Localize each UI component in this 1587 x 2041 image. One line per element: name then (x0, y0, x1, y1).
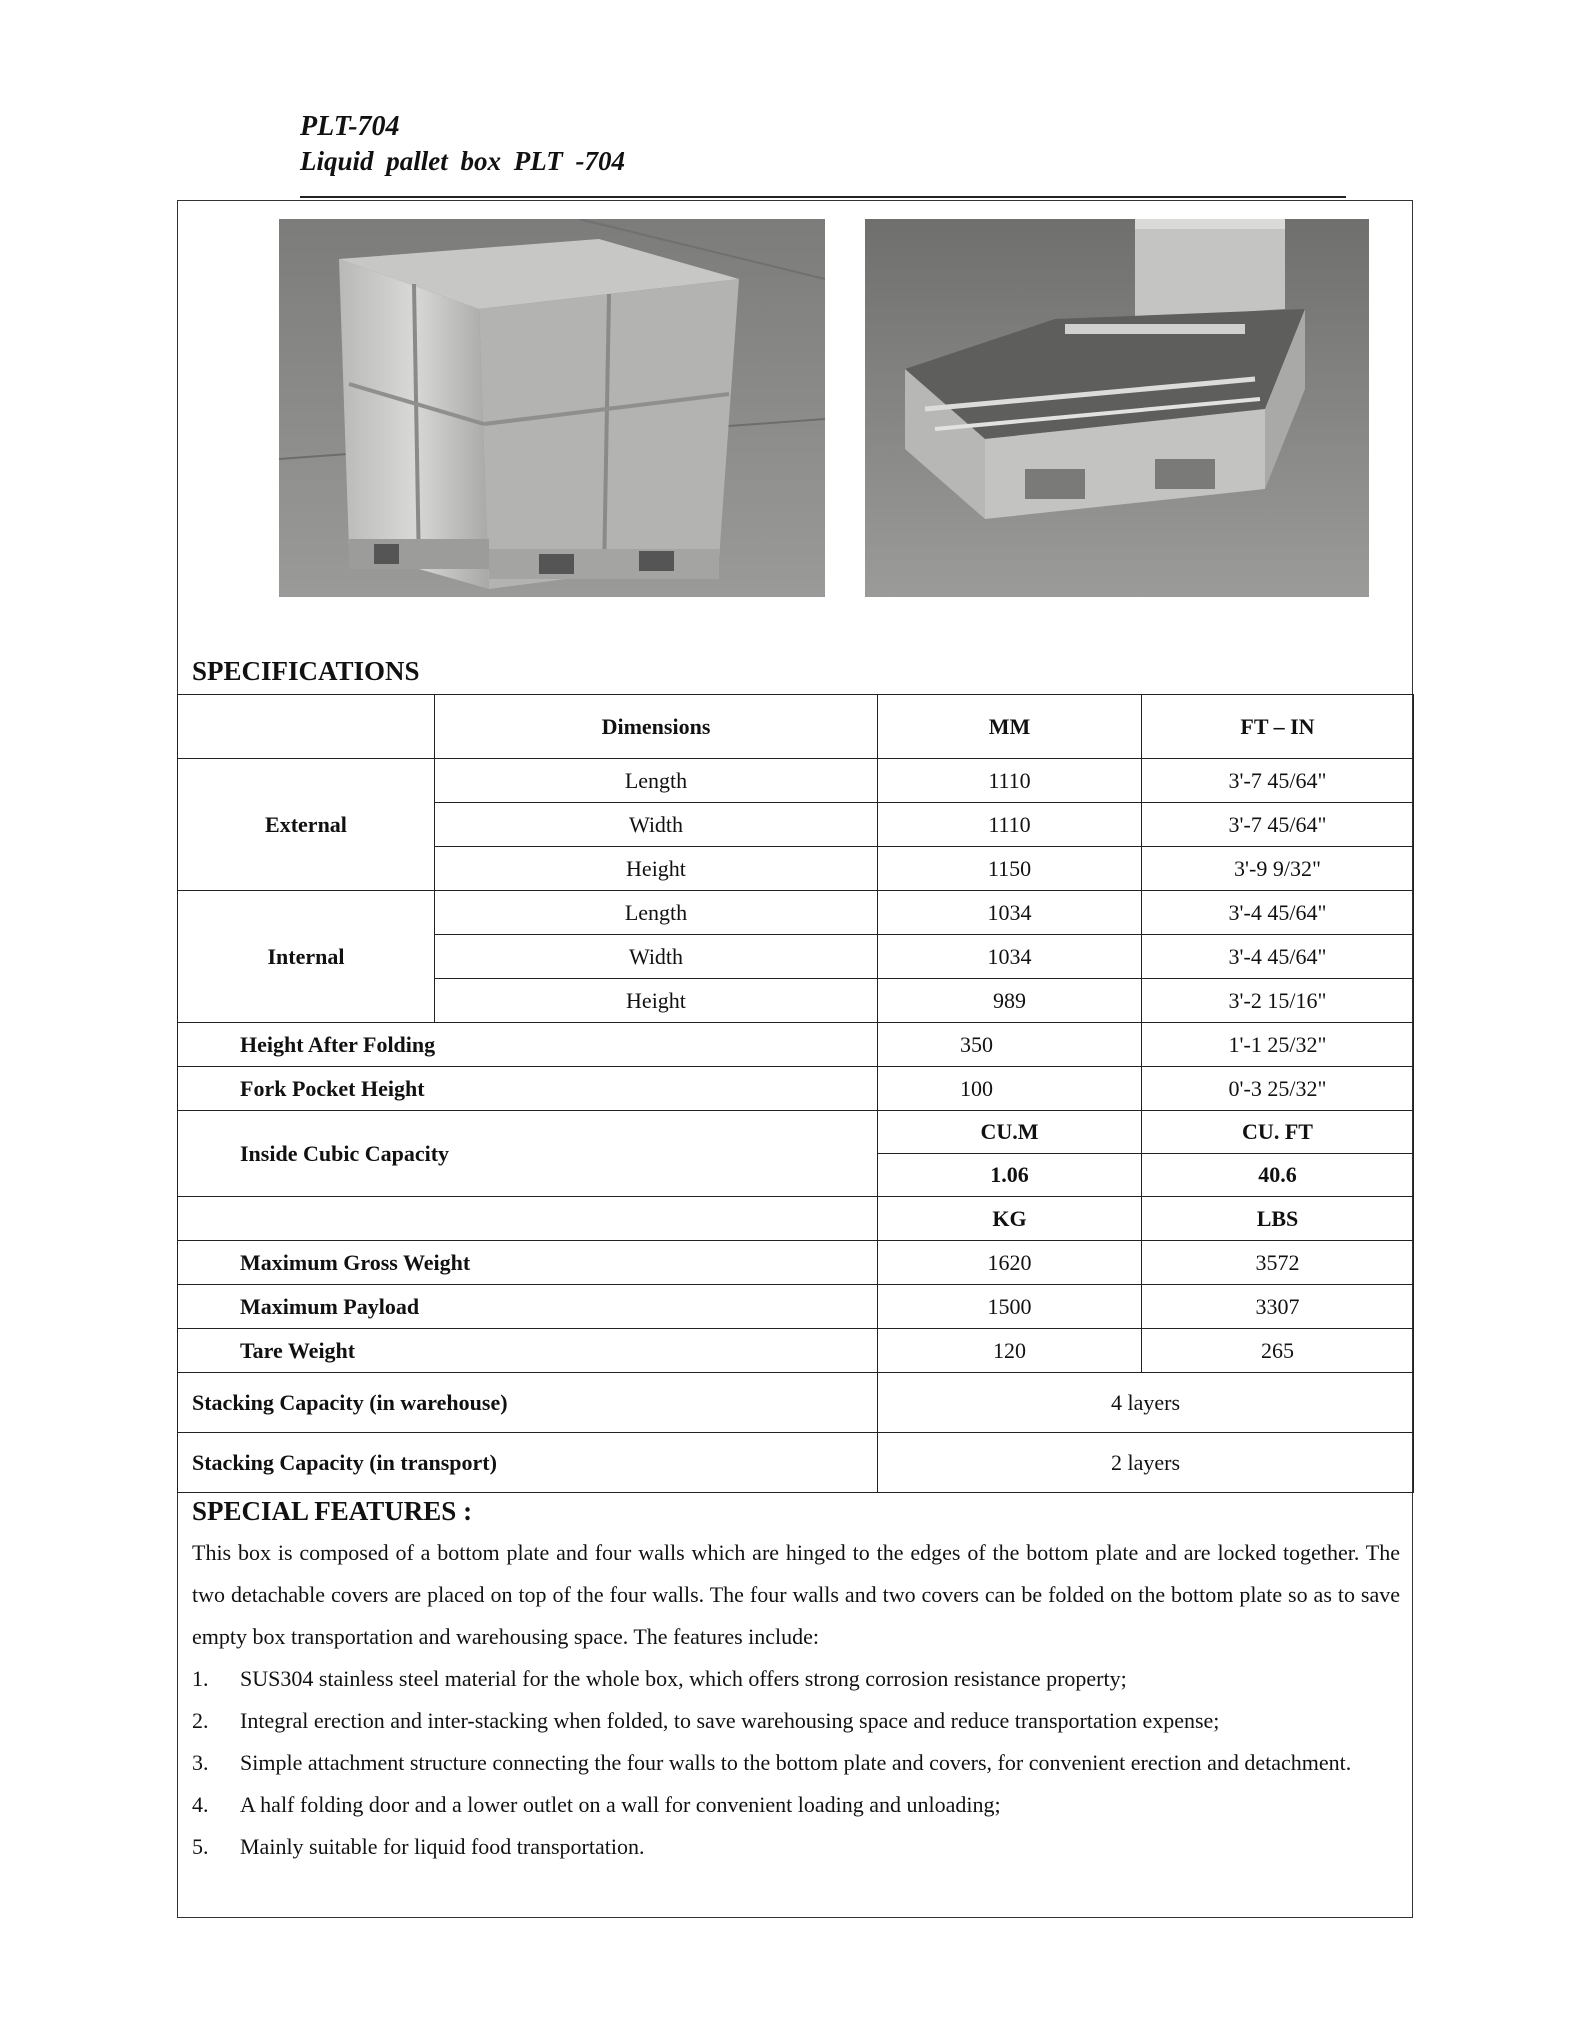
capacity-unit-cum: CU.M (878, 1111, 1142, 1154)
capacity-value-cuft: 40.6 (1142, 1154, 1414, 1197)
table-row (178, 891, 1414, 935)
lbs-value: 265 (1142, 1329, 1414, 1373)
fork-pocket-row (178, 1067, 1414, 1111)
internal-label: Internal (178, 891, 435, 1023)
ft-value: 3'-4 45/64" (1142, 935, 1414, 979)
special-features-title: SPECIAL FEATURES : (192, 1496, 473, 1526)
item-text: Mainly suitable for liquid food transportation. (240, 1834, 645, 1859)
ft-value: 3'-2 15/16" (1142, 979, 1414, 1023)
gross-weight-label: Maximum Gross Weight (178, 1241, 878, 1285)
kg-value: 1620 (878, 1241, 1142, 1285)
lbs-value: 3572 (1142, 1241, 1414, 1285)
mm-value: 989 (878, 979, 1142, 1023)
external-label: External (178, 759, 435, 891)
payload-row (178, 1285, 1414, 1329)
specifications-title: SPECIFICATIONS (192, 656, 420, 686)
header-mm: MM (878, 695, 1142, 759)
item-number: 4. (192, 1792, 209, 1817)
weight-unit-lbs: LBS (1142, 1197, 1414, 1241)
ft-value: 3'-7 45/64" (1142, 759, 1414, 803)
capacity-unit-row (178, 1111, 1414, 1154)
folding-height-label: Height After Folding (178, 1023, 878, 1067)
item-text: Integral erection and inter-stacking when folded, to save warehousing space and reduce transportation expense; (240, 1708, 1220, 1733)
stacking-transport-row (178, 1433, 1414, 1493)
item-text: Simple attachment structure connecting the four walls to the bottom plate and covers, for convenient erection and detachment. (240, 1750, 1352, 1775)
stacking-transport-value: 2 layers (878, 1433, 1414, 1493)
special-features-intro: This box is composed of a bottom plate and four walls which are hinged to the edges of the bottom plate and are locked together. The two detachable covers are placed on top of the four walls. The four walls and two covers can be folded on the bottom plate so as to save empty box transportation and warehousing space. The features include: (192, 1540, 1400, 1649)
item-number: 1. (192, 1666, 209, 1691)
mm-value: 1034 (878, 935, 1142, 979)
mm-value: 1110 (878, 803, 1142, 847)
mm-value: 100 (878, 1067, 1142, 1111)
list-item (192, 1784, 1400, 1826)
folded-box-photo (865, 219, 1369, 597)
item-number: 5. (192, 1834, 209, 1859)
item-text: A half folding door and a lower outlet on a wall for convenient loading and unloading; (240, 1792, 1001, 1817)
model-code: PLT-704 (300, 111, 400, 142)
list-item (192, 1700, 1400, 1742)
ft-value: 3'-7 45/64" (1142, 803, 1414, 847)
dimension-name: Width (435, 935, 878, 979)
mm-value: 1150 (878, 847, 1142, 891)
payload-label: Maximum Payload (178, 1285, 878, 1329)
mm-value: 350 (878, 1023, 1142, 1067)
item-number: 2. (192, 1708, 209, 1733)
stacking-warehouse-label: Stacking Capacity (in warehouse) (178, 1373, 878, 1433)
ft-value: 0'-3 25/32" (1142, 1067, 1414, 1111)
header-ft-in: FT – IN (1142, 695, 1414, 759)
header-dimensions: Dimensions (435, 695, 878, 759)
weight-unit-kg: KG (878, 1197, 1142, 1241)
weight-unit-row (178, 1197, 1414, 1241)
stacking-warehouse-value: 4 layers (878, 1373, 1414, 1433)
header-empty-cell (178, 695, 435, 759)
dimension-name: Height (435, 847, 878, 891)
product-name: Liquid pallet box PLT -704 (300, 146, 625, 176)
special-features-section (192, 1492, 1400, 1868)
table-row (178, 759, 1414, 803)
fork-pocket-label: Fork Pocket Height (178, 1067, 878, 1111)
stacking-transport-label: Stacking Capacity (in transport) (178, 1433, 878, 1493)
ft-value: 3'-9 9/32" (1142, 847, 1414, 891)
mm-value: 1110 (878, 759, 1142, 803)
capacity-value-cum: 1.06 (878, 1154, 1142, 1197)
features-list (192, 1658, 1400, 1868)
dimension-name: Length (435, 891, 878, 935)
stacking-warehouse-row (178, 1373, 1414, 1433)
list-item (192, 1742, 1400, 1784)
capacity-unit-cuft: CU. FT (1142, 1111, 1414, 1154)
tare-weight-label: Tare Weight (178, 1329, 878, 1373)
specifications-table (177, 694, 1414, 1493)
item-text: SUS304 stainless steel material for the whole box, which offers strong corrosion resistance property; (240, 1666, 1127, 1691)
folding-height-row (178, 1023, 1414, 1067)
kg-value: 120 (878, 1329, 1142, 1373)
item-number: 3. (192, 1750, 209, 1775)
header-rule (300, 196, 1346, 198)
weight-unit-empty-cell (178, 1197, 878, 1241)
table-header-row (178, 695, 1414, 759)
gross-weight-row (178, 1241, 1414, 1285)
ft-value: 3'-4 45/64" (1142, 891, 1414, 935)
ft-value: 1'-1 25/32" (1142, 1023, 1414, 1067)
capacity-label: Inside Cubic Capacity (178, 1111, 878, 1197)
document-header (300, 110, 625, 178)
dimension-name: Length (435, 759, 878, 803)
assembled-box-photo (279, 219, 825, 597)
tare-weight-row (178, 1329, 1414, 1373)
kg-value: 1500 (878, 1285, 1142, 1329)
dimension-name: Width (435, 803, 878, 847)
dimension-name: Height (435, 979, 878, 1023)
lbs-value: 3307 (1142, 1285, 1414, 1329)
list-item (192, 1658, 1400, 1700)
mm-value: 1034 (878, 891, 1142, 935)
list-item (192, 1826, 1400, 1868)
